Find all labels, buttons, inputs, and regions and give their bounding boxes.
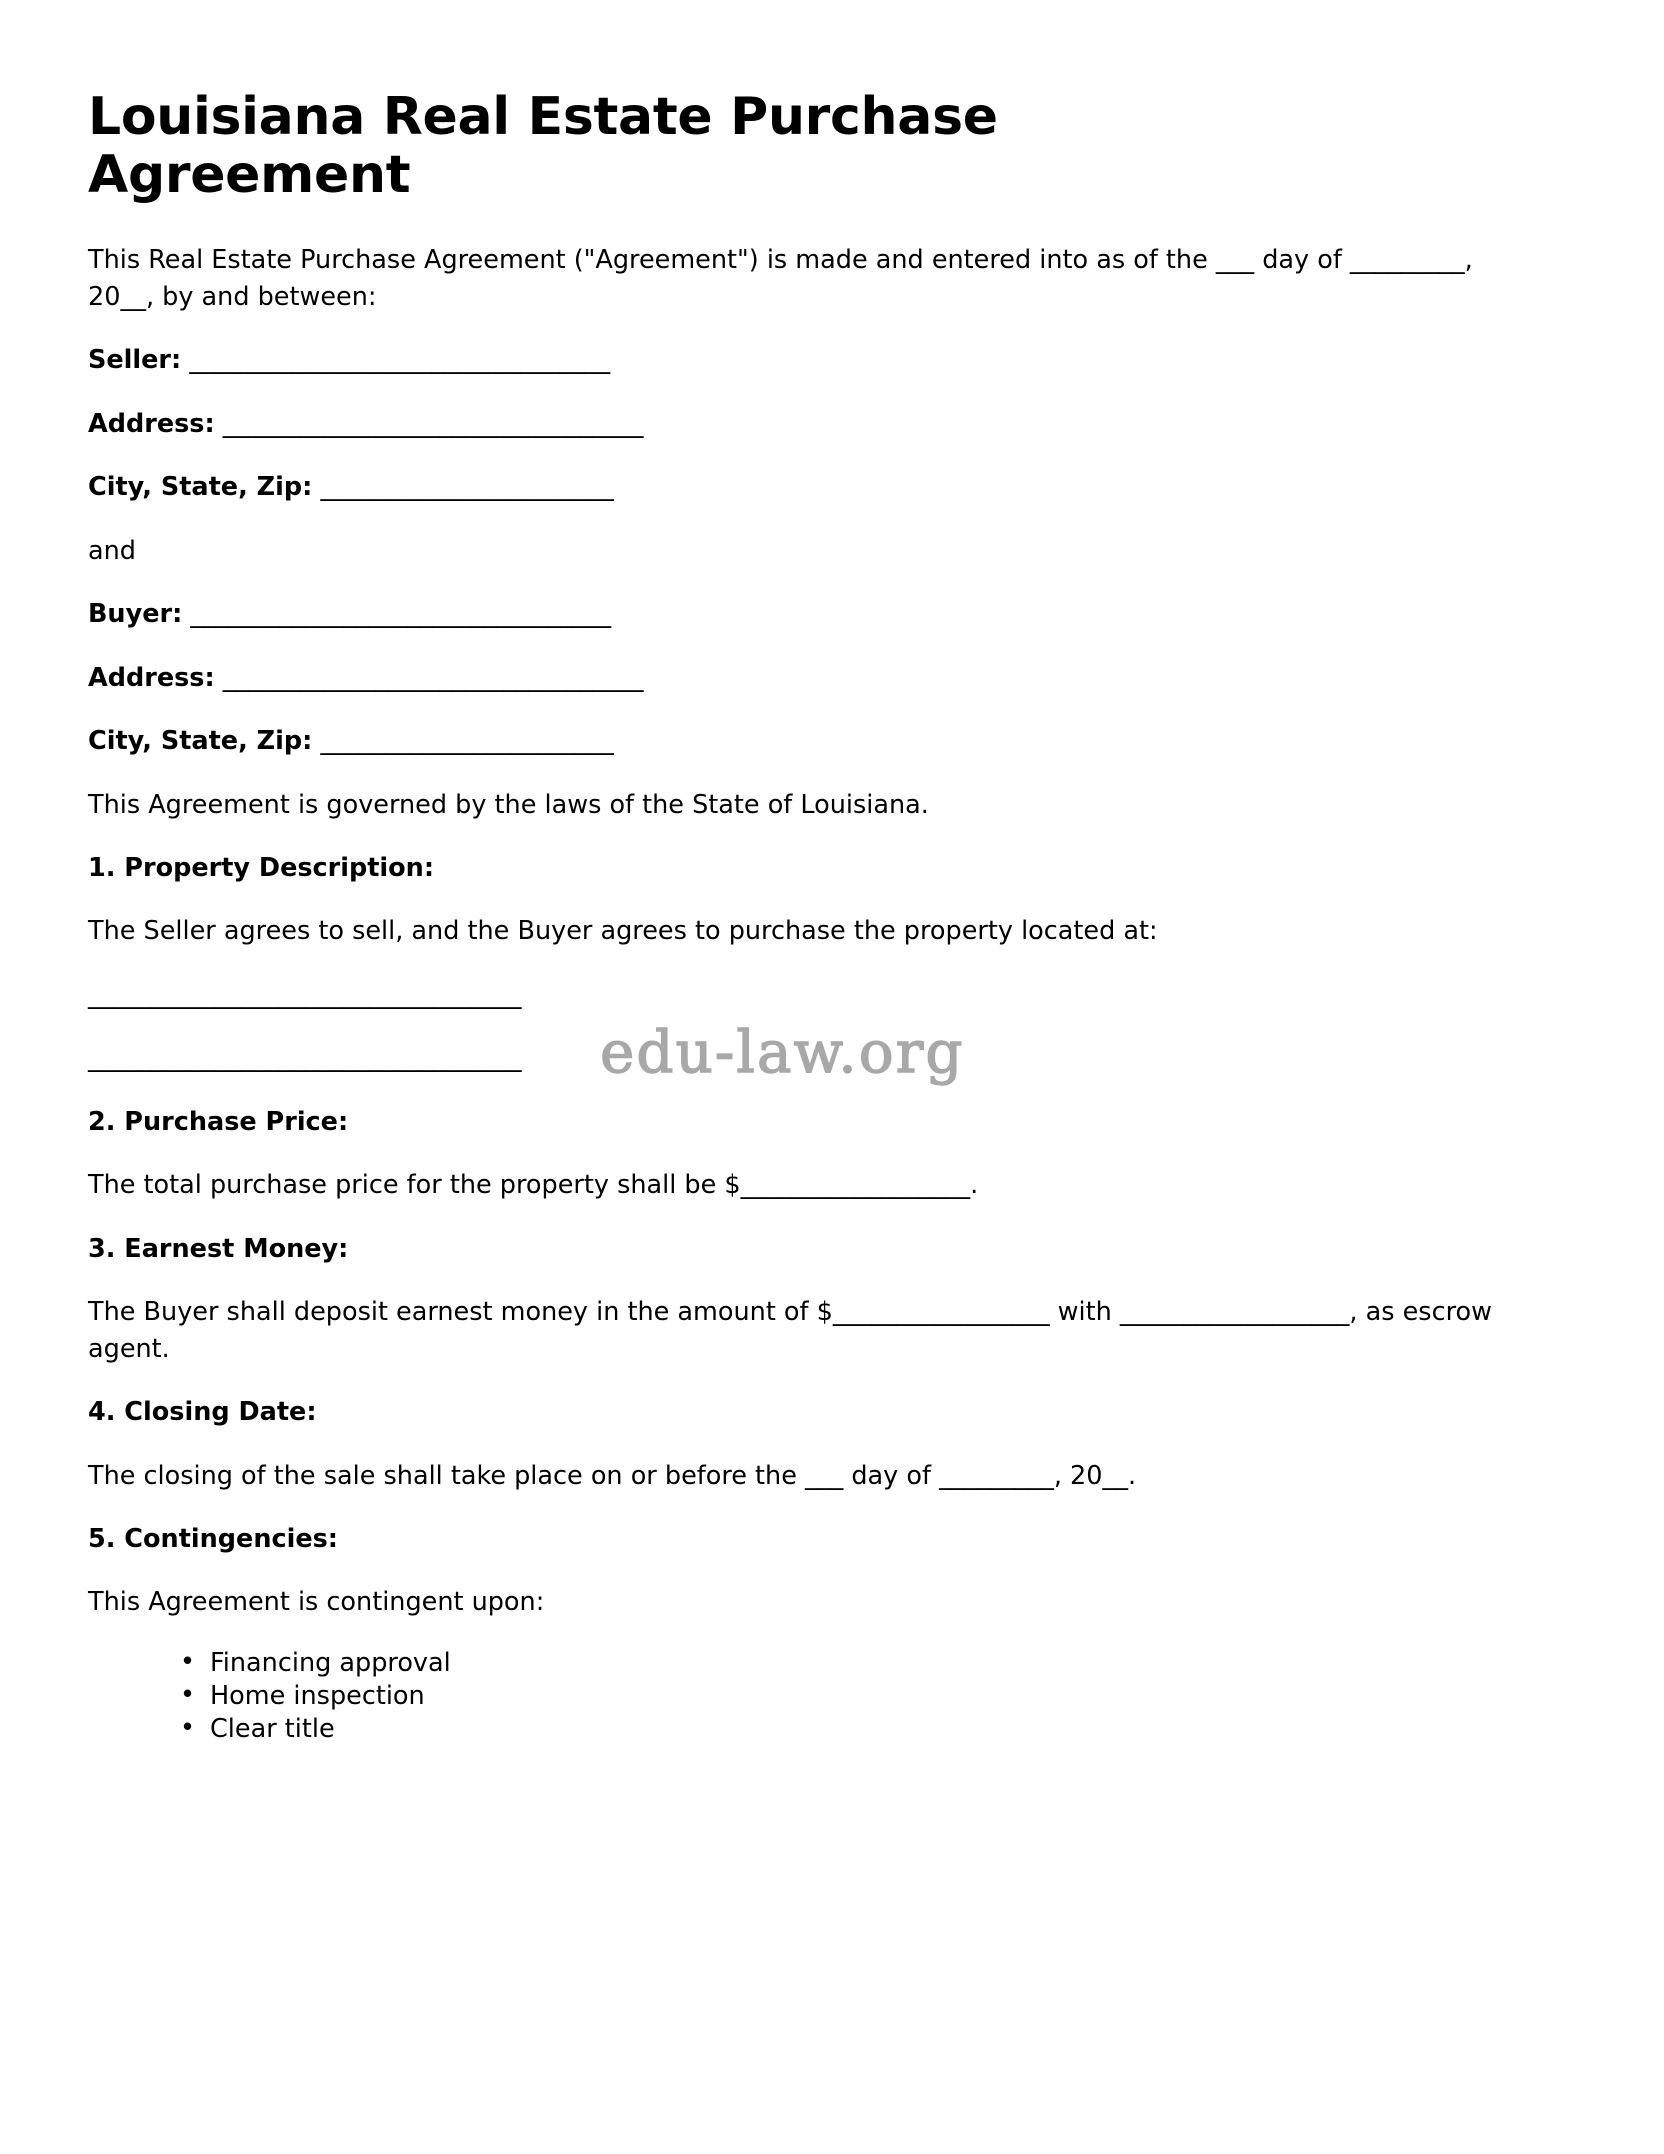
buyer-city-state-zip-field (88, 723, 1552, 759)
buyer-address-blank[interactable]: _________________________________ (222, 662, 644, 693)
contingencies-list (88, 1647, 1552, 1746)
buyer-name-field (88, 596, 1552, 632)
purchase-price-text: The total purchase price for the property shall be $__________________. (88, 1170, 979, 1201)
page-title: Louisiana Real Estate Purchase Agreement (88, 87, 998, 206)
governing-law-paragraph: This Agreement is governed by the laws of the State of Louisiana. (88, 789, 929, 820)
section-heading-contingencies: 5. Contingencies: (88, 1523, 339, 1554)
property-description-blank-1[interactable]: __________________________________ (88, 979, 522, 1010)
seller-name-field (88, 342, 1552, 378)
section-heading-purchase-price: 2. Purchase Price: (88, 1106, 349, 1137)
list-item: • Home inspection (180, 1680, 1552, 1713)
buyer-city-state-zip-blank[interactable]: _______________________ (320, 726, 614, 757)
seller-name-blank[interactable]: _________________________________ (189, 345, 611, 376)
seller-address-field (88, 406, 1552, 442)
buyer-city-state-zip-label: City, State, Zip: (88, 726, 313, 757)
watermark-text: edu-law.org (600, 1018, 965, 1086)
contingencies-text: This Agreement is contingent upon: (88, 1587, 545, 1618)
buyer-name-label: Buyer: (88, 599, 183, 630)
section-heading-property-description: 1. Property Description: (88, 853, 435, 883)
seller-address-blank[interactable]: _________________________________ (222, 408, 644, 439)
closing-date-text: The closing of the sale shall take place on or before the ___ day of _________, 20__. (88, 1460, 1137, 1491)
buyer-name-blank[interactable]: _________________________________ (190, 599, 612, 630)
seller-address-label: Address: (88, 408, 215, 439)
section-heading-earnest-money: 3. Earnest Money: (88, 1233, 349, 1264)
list-item: • Clear title (180, 1713, 1552, 1746)
list-item: • Financing approval (180, 1647, 1552, 1680)
property-description-blank-2[interactable]: __________________________________ (88, 1043, 522, 1074)
earnest-money-text: The Buyer shall deposit earnest money in the amount of $_________________ with __________________, as escrow agent. (88, 1297, 1492, 1364)
buyer-address-field (88, 660, 1552, 696)
and-connector: and (88, 535, 136, 566)
intro-paragraph: This Real Estate Purchase Agreement ("Agreement") is made and entered into as of the ___ day of _________, 20__, by and between: (88, 245, 1473, 312)
seller-name-label: Seller: (88, 345, 182, 376)
seller-city-state-zip-blank[interactable]: _______________________ (320, 472, 614, 503)
seller-city-state-zip-label: City, State, Zip: (88, 472, 313, 503)
section-heading-closing-date: 4. Closing Date: (88, 1397, 317, 1428)
seller-city-state-zip-field (88, 469, 1552, 505)
buyer-address-label: Address: (88, 662, 215, 693)
property-description-text: The Seller agrees to sell, and the Buyer agrees to purchase the property located at: (88, 916, 1158, 947)
